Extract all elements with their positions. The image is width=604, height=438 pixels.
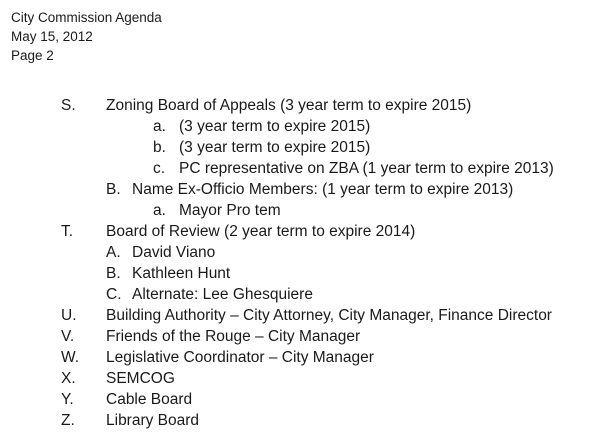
document-title: City Commission Agenda — [11, 10, 162, 25]
agenda-item-z — [0, 410, 604, 431]
agenda-item-w — [0, 347, 604, 368]
item-marker: T. — [61, 223, 74, 240]
document-header — [11, 8, 162, 65]
agenda-item-v — [0, 326, 604, 347]
item-text: Library Board — [106, 412, 200, 429]
sub-item — [0, 263, 604, 284]
item-text: Zoning Board of Appeals (3 year term to expire 2015) — [106, 97, 472, 114]
item-text: Alternate: Lee Ghesquiere — [132, 286, 313, 303]
sub-item — [0, 179, 604, 200]
agenda-item-u — [0, 305, 604, 326]
sub-item — [0, 137, 604, 158]
item-marker: a. — [153, 118, 166, 135]
item-text: (3 year term to expire 2015) — [179, 139, 371, 156]
page-number: Page 2 — [11, 48, 54, 63]
item-marker: B. — [106, 265, 121, 282]
item-marker: A. — [106, 244, 121, 261]
agenda-item-s — [0, 95, 604, 116]
item-text: (3 year term to expire 2015) — [179, 118, 371, 135]
sub-item — [0, 116, 604, 137]
agenda-item-t — [0, 221, 604, 242]
item-text: Legislative Coordinator – City Manager — [106, 349, 374, 366]
item-marker: a. — [153, 202, 166, 219]
item-text: Mayor Pro tem — [179, 202, 281, 219]
agenda-item-x — [0, 368, 604, 389]
item-marker: Y. — [61, 391, 74, 408]
agenda-list — [0, 95, 604, 431]
item-marker: b. — [153, 139, 166, 156]
agenda-item-y — [0, 389, 604, 410]
sub-item — [0, 242, 604, 263]
item-text: Kathleen Hunt — [132, 265, 231, 282]
item-text: Name Ex-Officio Members: (1 year term to expire 2013) — [132, 181, 514, 198]
item-text: David Viano — [132, 244, 216, 261]
item-text: Board of Review (2 year term to expire 2014) — [106, 223, 416, 240]
item-text: PC representative on ZBA (1 year term to expire 2013) — [179, 160, 554, 177]
item-marker: V. — [61, 328, 75, 345]
item-text: SEMCOG — [106, 370, 175, 387]
item-marker: U. — [61, 307, 77, 324]
item-marker: Z. — [61, 412, 75, 429]
sub-item — [0, 284, 604, 305]
item-marker: S. — [61, 97, 76, 114]
item-marker: c. — [153, 160, 166, 177]
item-text: Friends of the Rouge – City Manager — [106, 328, 361, 345]
item-text: Cable Board — [106, 391, 193, 408]
document-date: May 15, 2012 — [11, 29, 93, 44]
sub-item — [0, 200, 604, 221]
item-marker: W. — [61, 349, 80, 366]
item-marker: X. — [61, 370, 76, 387]
item-text: Building Authority – City Attorney, City Manager, Finance Director — [106, 307, 552, 324]
item-marker: B. — [106, 181, 121, 198]
item-marker: C. — [106, 286, 122, 303]
sub-item — [0, 158, 604, 179]
